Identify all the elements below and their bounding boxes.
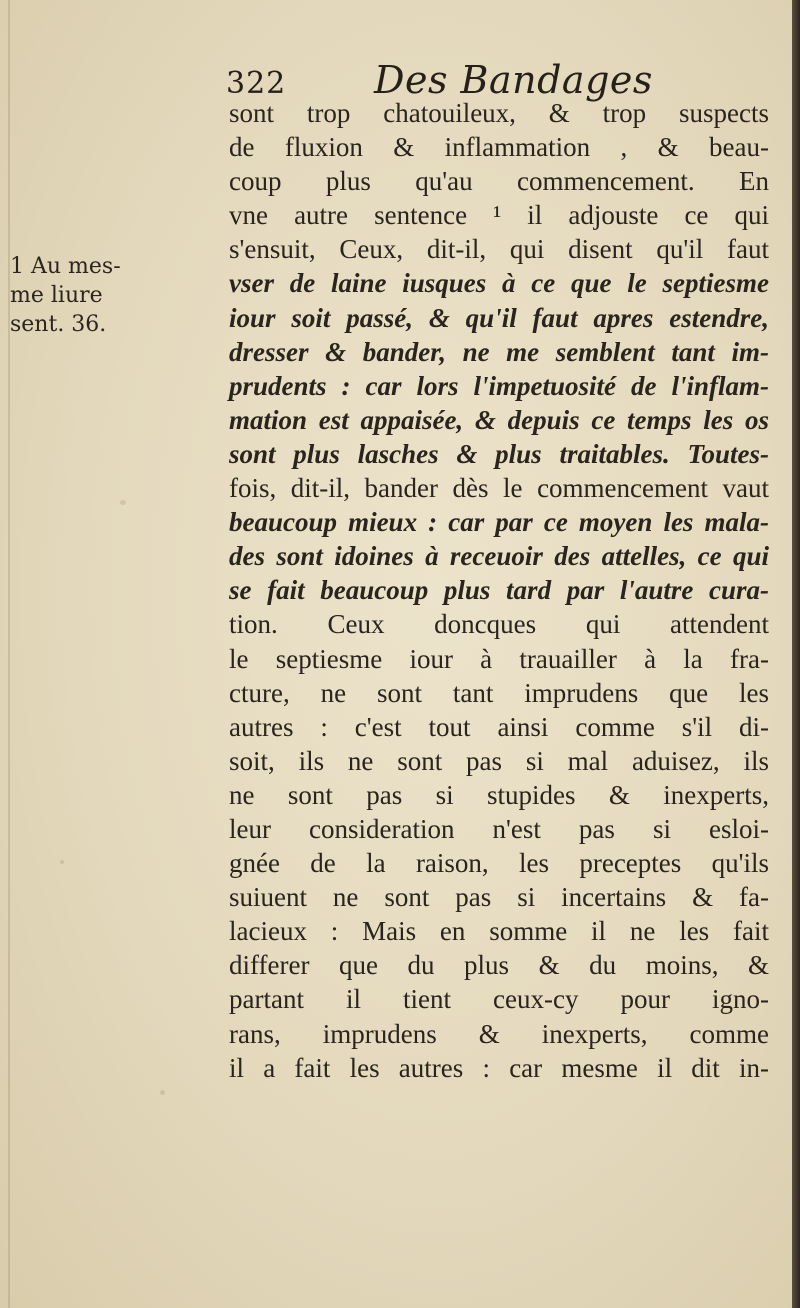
text-line: le septiesme iour à trauailler à la fra- [229, 643, 769, 674]
body-text [229, 96, 769, 1085]
text-line: se fait beaucoup plus tard par l'autre cura- [229, 575, 769, 606]
text-line: soit, ils ne sont pas si mal aduisez, ils [229, 745, 769, 776]
margin-note-line: 1 Au mes- [10, 254, 121, 279]
text-line: suiuent ne sont pas si incertains & fa- [229, 882, 769, 913]
margin-note [10, 252, 210, 339]
text-line: beaucoup mieux : car par ce moyen les mala- [229, 507, 769, 538]
text-line: vne autre sentence ¹ il adjouste ce qui [229, 200, 769, 231]
running-title: Des Bandages [374, 58, 653, 102]
text-line: il a fait les autres : car mesme il dit in- [229, 1052, 769, 1083]
text-line: dresser & bander, ne me semblent tant im- [229, 336, 769, 367]
text-line: rans, imprudens & inexperts, comme [229, 1018, 769, 1049]
text-line: fois, dit-il, bander dès le commencement vaut [229, 473, 769, 504]
text-line: de fluxion & inflammation , & beau- [229, 132, 769, 163]
text-line: lacieux : Mais en somme il ne les fait [229, 916, 769, 947]
margin-note-line: sent. 36. [10, 312, 107, 337]
page-number: 322 [226, 66, 287, 101]
page-fold [8, 0, 10, 1308]
text-line: cture, ne sont tant imprudens que les [229, 677, 769, 708]
text-line: leur consideration n'est pas si esloi- [229, 813, 769, 844]
paper-stain [160, 1090, 165, 1095]
text-line: differer que du plus & du moins, & [229, 950, 769, 981]
paper-stain [60, 860, 64, 864]
text-line: coup plus qu'au commencement. En [229, 166, 769, 197]
text-line: ne sont pas si stupides & inexperts, [229, 779, 769, 810]
text-line: vser de laine iusques à ce que le septiesme [229, 268, 769, 299]
text-line: prudents : car lors l'impetuosité de l'inflam- [229, 370, 769, 401]
text-line: s'ensuit, Ceux, dit-il, qui disent qu'il faut [229, 234, 769, 265]
book-binding-edge [792, 0, 800, 1308]
text-line: sont trop chatouileux, & trop suspects [229, 98, 769, 128]
text-line: gnée de la raison, les preceptes qu'ils [229, 848, 769, 879]
paper-stain [120, 500, 126, 505]
text-line: partant il tient ceux-cy pour igno- [229, 984, 769, 1015]
text-line: tion. Ceux doncques qui attendent [229, 609, 769, 640]
text-line: autres : c'est tout ainsi comme s'il di- [229, 711, 769, 742]
text-line: iour soit passé, & qu'il faut apres estendre, [229, 302, 769, 333]
text-line: des sont idoines à receuoir des attelles, ce qui [229, 541, 769, 572]
text-line: sont plus lasches & plus traitables. Toutes- [229, 438, 769, 469]
text-line: mation est appaisée, & depuis ce temps les os [229, 404, 769, 435]
margin-note-line: me liure [10, 283, 103, 308]
